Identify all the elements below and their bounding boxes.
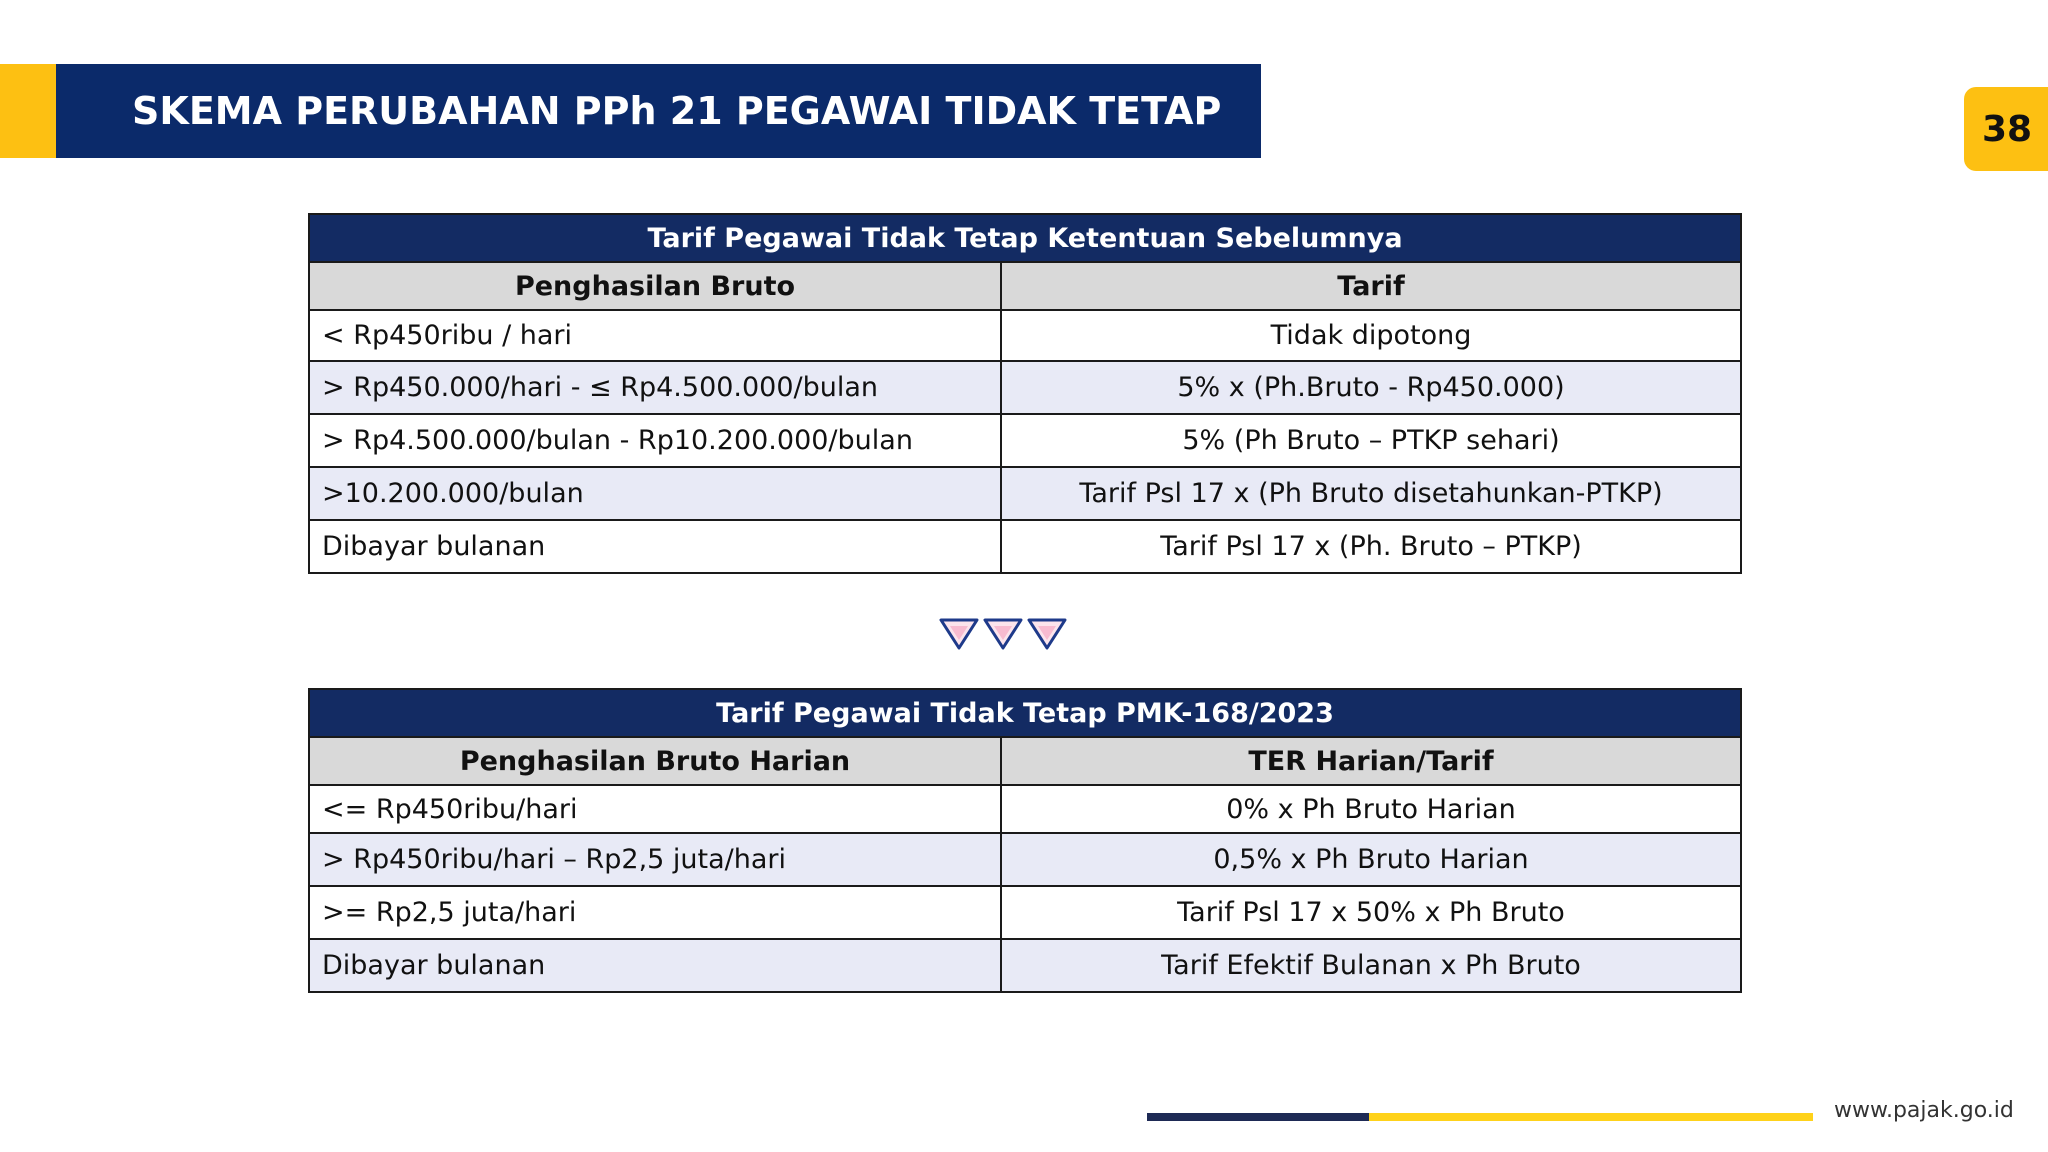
rate-cell: 0,5% x Ph Bruto Harian	[1001, 833, 1741, 886]
title-accent-block	[0, 64, 56, 158]
column-header-daily-income: Penghasilan Bruto Harian	[309, 737, 1001, 785]
table-row	[309, 414, 1741, 467]
column-header-ter-rate: TER Harian/Tarif	[1001, 737, 1741, 785]
slide-title: SKEMA PERUBAHAN PPh 21 PEGAWAI TIDAK TETAP	[132, 89, 1222, 133]
footer-website: www.pajak.go.id	[1834, 1098, 2014, 1123]
income-cell: >10.200.000/bulan	[309, 467, 1001, 520]
income-cell: >= Rp2,5 juta/hari	[309, 886, 1001, 939]
income-cell: Dibayar bulanan	[309, 939, 1001, 992]
table-row	[309, 361, 1741, 414]
rate-cell: Tarif Psl 17 x 50% x Ph Bruto	[1001, 886, 1741, 939]
rate-cell: Tarif Efektif Bulanan x Ph Bruto	[1001, 939, 1741, 992]
rate-cell: Tarif Psl 17 x (Ph Bruto disetahunkan-PTKP)	[1001, 467, 1741, 520]
rate-cell: 5% (Ph Bruto – PTKP sehari)	[1001, 414, 1741, 467]
table-previous-rates	[308, 213, 1742, 574]
rate-cell: Tidak dipotong	[1001, 310, 1741, 361]
column-header-income: Penghasilan Bruto	[309, 262, 1001, 310]
income-cell: > Rp4.500.000/bulan - Rp10.200.000/bulan	[309, 414, 1001, 467]
column-header-rate: Tarif	[1001, 262, 1741, 310]
income-cell: > Rp450ribu/hari – Rp2,5 juta/hari	[309, 833, 1001, 886]
table-row	[309, 467, 1741, 520]
table-row	[309, 886, 1741, 939]
table-title-row	[309, 689, 1741, 737]
page-number-badge	[1964, 87, 2048, 171]
rate-cell: 0% x Ph Bruto Harian	[1001, 785, 1741, 833]
chevron-down-icon	[985, 620, 1021, 648]
chevron-down-icon	[1029, 620, 1065, 648]
rate-cell: 5% x (Ph.Bruto - Rp450.000)	[1001, 361, 1741, 414]
table-header-row	[309, 737, 1741, 785]
footer-divider-yellow	[1369, 1113, 1813, 1121]
triple-chevron-down-icon	[938, 614, 1070, 654]
chevron-down-icon	[941, 620, 977, 648]
slide-title-bar	[56, 64, 1261, 158]
table-title: Tarif Pegawai Tidak Tetap PMK-168/2023	[309, 689, 1741, 737]
rate-cell: Tarif Psl 17 x (Ph. Bruto – PTKP)	[1001, 520, 1741, 573]
page-number: 38	[1982, 108, 2033, 150]
table-row	[309, 785, 1741, 833]
income-cell: > Rp450.000/hari - ≤ Rp4.500.000/bulan	[309, 361, 1001, 414]
table-row	[309, 310, 1741, 361]
table-row	[309, 939, 1741, 992]
income-cell: Dibayar bulanan	[309, 520, 1001, 573]
table-title: Tarif Pegawai Tidak Tetap Ketentuan Sebelumnya	[309, 214, 1741, 262]
table-row	[309, 520, 1741, 573]
table-row	[309, 833, 1741, 886]
income-cell: <= Rp450ribu/hari	[309, 785, 1001, 833]
table-header-row	[309, 262, 1741, 310]
footer-divider-navy	[1147, 1113, 1369, 1121]
table-new-rates	[308, 688, 1742, 993]
income-cell: < Rp450ribu / hari	[309, 310, 1001, 361]
table-title-row	[309, 214, 1741, 262]
